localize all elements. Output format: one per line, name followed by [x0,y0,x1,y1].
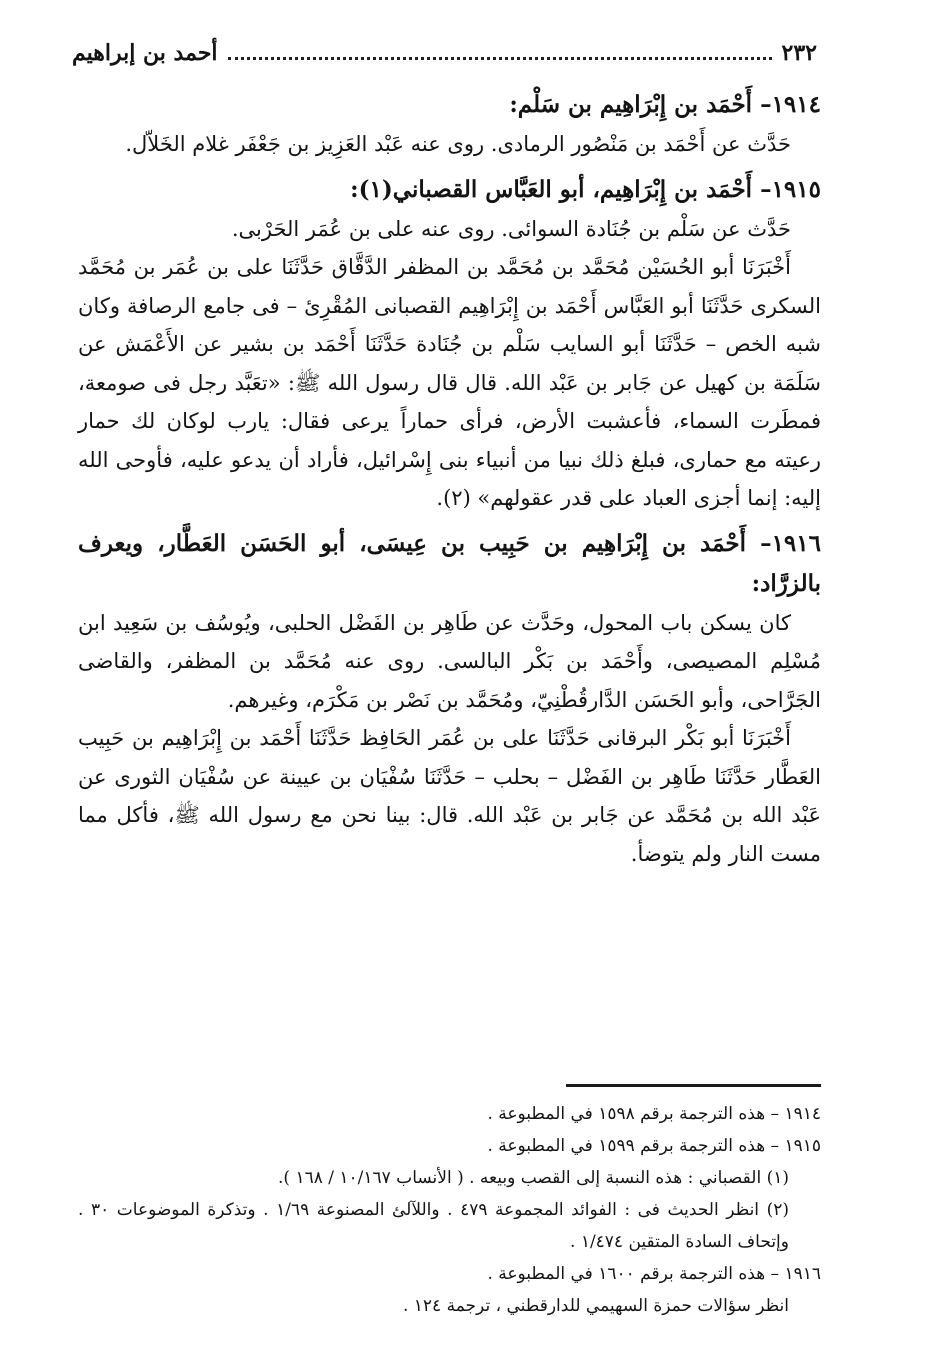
entry-1914-paragraph: حَدَّث عن أَحْمَد بن مَنْصُور الرمادى. روى عنه عَبْد العَزِيز بن جَعْفَر غلام الخَلاّل. [125,132,791,156]
running-title: أحمد بن إبراهيم [72,40,218,66]
main-text [78,85,821,873]
running-header [72,40,817,66]
entry-1916-paragraph-2: أَخْبَرَنَا أبو بَكْر البرقانى حَدَّثَنَا على بن عُمَر الحَافِظ حَدَّثَنَا أَحْمَد بن إِبْرَاهِيم بن حَبِيب العَطَّار حَدَّثَنَا طَاهِر بن الفَضْل – بحلب – حَدَّثَنَا سُفْيَان بن عيينة عن سُفْيَان الثورى عن عَبْد الله بن مُحَمَّد عن جَابر بن عَبْد الله. قال: بينا نحن مع رسول الله ﷺ، فأكل مما مست النار ولم يتوضأ. [78,726,821,866]
footnotes [78,1098,821,1322]
entry-1915-paragraph-2: أَخْبَرَنَا أبو الحُسَيْن مُحَمَّد بن مُحَمَّد بن المظفر الدَّقَّاق حَدَّثَنَا على بن عُمَر بن مُحَمَّد السكرى حَدَّثَنَا أبو العَبَّاس أَحْمَد بن إِبْرَاهِيم القصبانى المُقْرِئ – فى جامع الرصافة وكان شبه الخص – حَدَّثَنَا أبو السايب سَلْم بن جُنَادة حَدَّثَنَا أَحْمَد بن بشير عن الأَعْمَش عن سَلَمَة بن كهيل عن جَابر بن عَبْد الله. قال قال رسول الله ﷺ: «تعَبَّد رجل فى صومعة، فمطَرت السماء، فأعشبت الأرض، فرأى حماراً يرعى فقال: يارب لوكان لك حمار رعيته مع حمارى، فبلغ ذلك نبيا من أنبياء بنى إِسْرائيل، فأراد أن يدعو عليه، فأوحى الله إليه: إنما أجزى العباد على قدر عقولهم» (٢). [78,255,821,510]
footnote-1: (١) القصباني : هذه النسبة إلى القصب وبيعه . ( الأنساب ١٠/١٦٧ / ١٦٨ ). [277,1168,789,1188]
footnote-separator [566,1084,821,1087]
footnote-1915: ١٩١٥ – هذه الترجمة برقم ١٥٩٩ في المطبوعة . [487,1136,821,1156]
footnote-1914: ١٩١٤ – هذه الترجمة برقم ١٥٩٨ في المطبوعة . [487,1104,821,1124]
footnote-1916: ١٩١٦ – هذه الترجمة برقم ١٦٠٠ في المطبوعة . [487,1264,821,1284]
page-number: ٢٣٢ [781,40,817,66]
entry-heading-1915: ١٩١٥– أَحْمَد بن إِبْرَاهِيم، أبو العَبَّاس القصباني(١): [350,175,821,203]
entry-1915-paragraph-1: حَدَّث عن سَلْم بن جُنَادة السوائى. روى عنه على بن عُمَر الحَرْبى. [231,216,791,241]
footnote-2: (٢) انظر الحديث فى : الفوائد المجموعة ٤٧٩ . واللآلئ المصنوعة ١/٦٩ . وتذكرة الموضوعات ٣٠ . وإتحاف السادة المتقين ١/٤٧٤ . [78,1200,789,1252]
entry-heading-1914: ١٩١٤– أَحْمَد بن إِبْرَاهِيم بن سَلْم: [509,91,821,118]
entry-heading-1916: ١٩١٦– أَحْمَد بن إِبْرَاهِيم بن حَبِيب بن عِيسَى، أبو الحَسَن العَطَّار، ويعرف بالزرَّاد: [78,529,821,597]
footnote-1916-ref: انظر سؤالات حمزة السهيمي للدارقطني ، ترجمة ١٢٤ . [402,1296,789,1316]
entry-1916-paragraph-1: كان يسكن باب المحول، وحَدَّث عن طَاهِر بن الفَضْل الحلبى، ويُوسُف بن سَعِيد ابن مُسْلِم المصيصى، وأَحْمَد بن بَكْر البالسى. روى عنه مُحَمَّد بن المظفر، والقاضى الجَرَّاحى، وأبو الحَسَن الدَّارقُطْنِيّ، ومُحَمَّد بن نَصْر بن مَكْرَم، وغيرهم. [78,610,821,712]
header-dot-leader [228,57,772,60]
